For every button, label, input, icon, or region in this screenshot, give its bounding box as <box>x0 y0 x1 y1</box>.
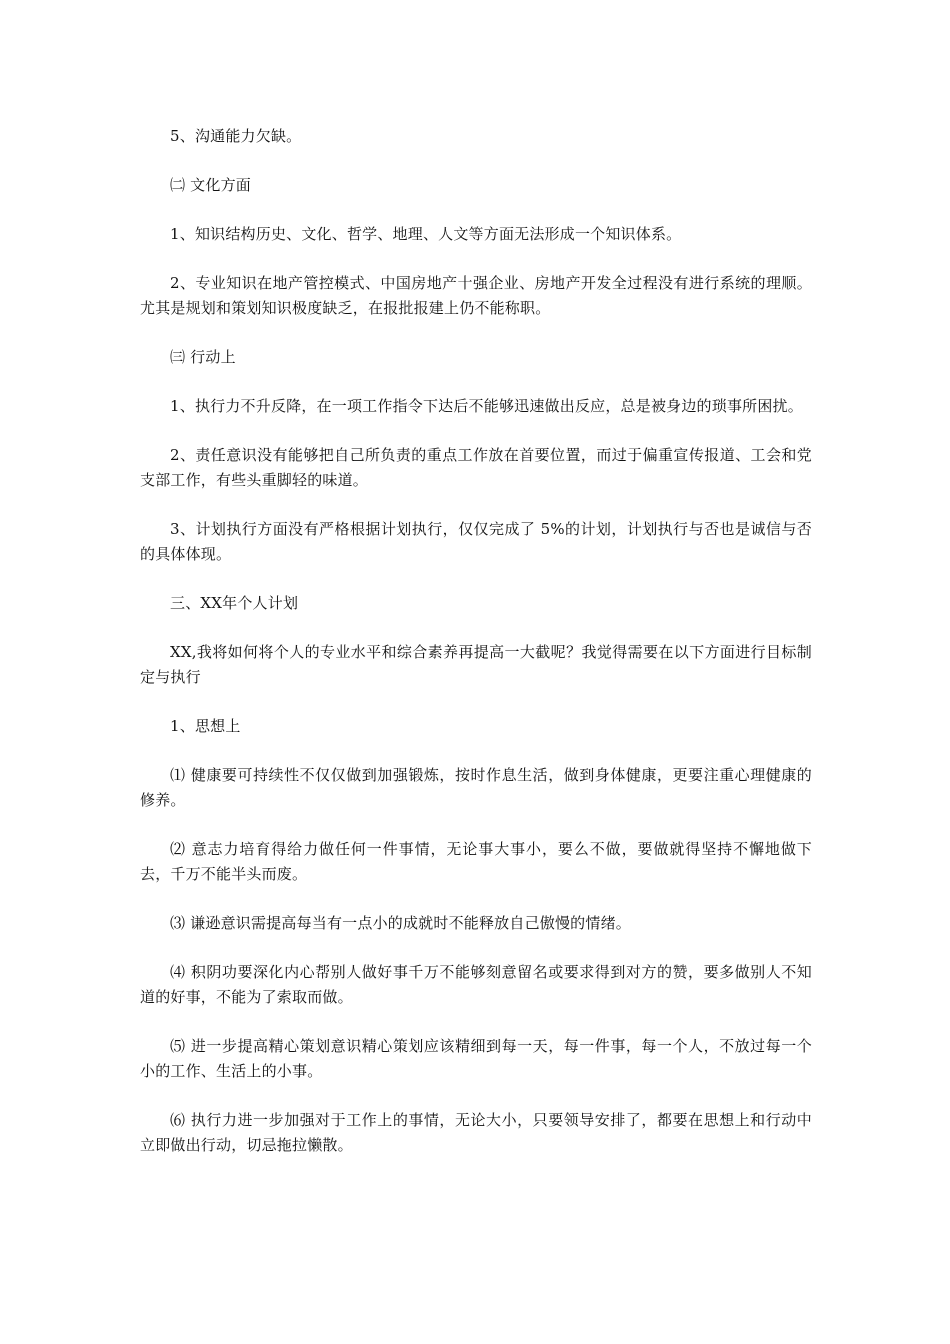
paragraph-planning: ⑸ 进一步提高精心策划意识精心策划应该精细到每一天，每一件事，每一个人，不放过每一个小的工作、生活上的小事。 <box>140 1037 812 1080</box>
paragraph-plan-execution: 3、计划执行方面没有严格根据计划执行，仅仅完成了 5%的计划，计划执行与否也是诚信与否的具体体现。 <box>140 520 812 563</box>
paragraph-plan-intro: XX,我将如何将个人的专业水平和综合素养再提高一大截呢？我觉得需要在以下方面进行目标制定与执行 <box>140 643 812 686</box>
heading-thought: 1、思想上 <box>170 717 241 735</box>
heading-action: ㈢ 行动上 <box>170 348 236 366</box>
paragraph-humility: ⑶ 谦逊意识需提高每当有一点小的成就时不能释放自己傲慢的情绪。 <box>170 914 631 932</box>
paragraph-knowledge-structure: 1、知识结构历史、文化、哲学、地理、人文等方面无法形成一个知识体系。 <box>170 225 682 243</box>
document-body <box>140 124 812 1158</box>
paragraph-health: ⑴ 健康要可持续性不仅仅做到加强锻炼，按时作息生活，做到身体健康，更要注重心理健康的修养。 <box>140 766 812 809</box>
paragraph-responsibility: 2、责任意识没有能够把自己所负责的重点工作放在首要位置，而过于偏重宣传报道、工会和党支部工作，有些头重脚轻的味道。 <box>140 446 812 489</box>
paragraph-professional-knowledge: 2、专业知识在地产管控模式、中国房地产十强企业、房地产开发全过程没有进行系统的理顺。尤其是规划和策划知识极度缺乏，在报批报建上仍不能称职。 <box>140 274 812 317</box>
paragraph-good-deeds: ⑷ 积阴功要深化内心帮别人做好事千万不能够刻意留名或要求得到对方的赞，要多做别人不知道的好事，不能为了索取而做。 <box>140 963 812 1006</box>
heading-culture: ㈡ 文化方面 <box>170 176 251 194</box>
heading-personal-plan: 三、XX年个人计划 <box>170 594 299 612</box>
paragraph-execution: 1、执行力不升反降，在一项工作指令下达后不能够迅速做出反应，总是被身边的琐事所困扰。 <box>170 397 803 415</box>
paragraph-communication: 5、沟通能力欠缺。 <box>170 127 302 145</box>
paragraph-willpower: ⑵ 意志力培育得给力做任何一件事情，无论事大事小，要么不做，要做就得坚持不懈地做下去，千万不能半头而废。 <box>140 840 812 883</box>
paragraph-execution-strengthen: ⑹ 执行力进一步加强对于工作上的事情，无论大小，只要领导安排了，都要在思想上和行动中立即做出行动，切忌拖拉懒散。 <box>140 1111 812 1154</box>
